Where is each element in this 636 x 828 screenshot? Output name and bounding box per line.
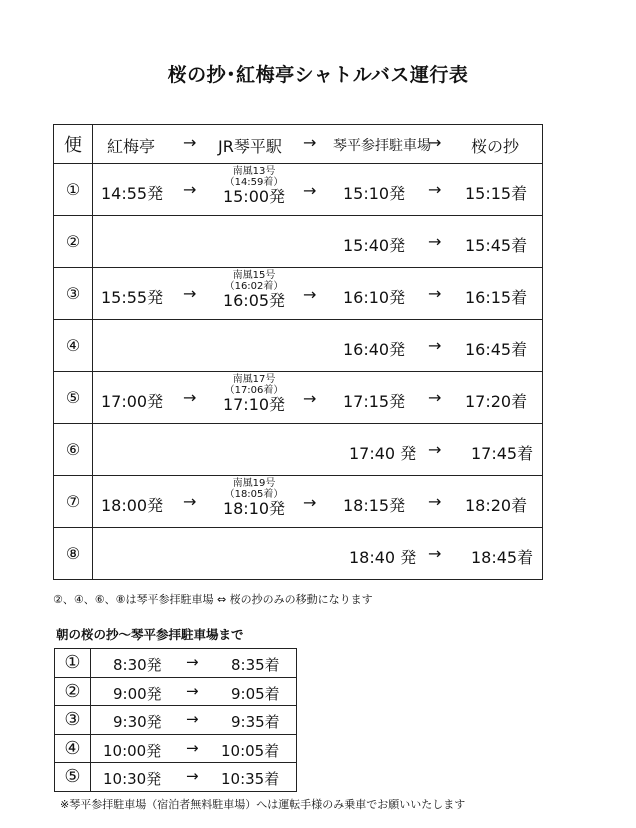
- table-row: [54, 476, 543, 528]
- arrow: →: [303, 181, 317, 200]
- bin-number: ②: [55, 677, 91, 706]
- shuttle-timetable: [53, 124, 543, 580]
- morning-section-title: 朝の桜の抄～琴平参拝駐車場まで: [56, 627, 244, 642]
- parking-arr: 9:05着: [231, 684, 280, 703]
- jr-dep: 15:00発: [222, 187, 286, 206]
- table-row: [54, 372, 543, 424]
- timetable-header-row: [54, 125, 543, 164]
- sakura-arr: 15:15着: [465, 184, 528, 203]
- bin-number: ④: [54, 320, 93, 372]
- parking-arr: 10:35着: [221, 770, 280, 789]
- arrow: →: [183, 492, 197, 511]
- train-name: 南風17号: [232, 374, 276, 385]
- header-bin: 便: [54, 125, 93, 164]
- row-times: [93, 528, 543, 580]
- arrow: →: [428, 232, 442, 251]
- header-arrow-1: →: [183, 133, 197, 152]
- train-name: 南風15号: [232, 270, 276, 281]
- table-row: [54, 320, 543, 372]
- row-times: [93, 268, 543, 320]
- train-arrival: （17:06着）: [224, 385, 284, 396]
- parking-dep: 15:10発: [343, 184, 406, 203]
- parking-only-note: ②、④、⑥、⑧は琴平参拝駐車場 ⇔ 桜の抄のみの移動になります: [53, 593, 373, 606]
- bin-number: ①: [54, 164, 93, 216]
- train-arrival: （14:59着）: [224, 177, 284, 188]
- table-row: [55, 677, 297, 706]
- table-row: [55, 706, 297, 735]
- parking-dep: 17:40 発: [349, 444, 417, 463]
- parking-dep: 17:15発: [343, 392, 406, 411]
- sakura-arr: 18:20着: [465, 496, 528, 515]
- jr-connection: [217, 478, 291, 518]
- arrow: →: [428, 440, 442, 459]
- parking-dep: 16:10発: [343, 288, 406, 307]
- bin-number: ②: [54, 216, 93, 268]
- arrow: →: [428, 492, 442, 511]
- row-times: [93, 320, 543, 372]
- header-arrow-3: →: [428, 133, 442, 152]
- sakura-dep: 10:30発: [103, 770, 162, 789]
- header-sakura: 桜の抄: [471, 137, 520, 156]
- sakura-arr: 15:45着: [465, 236, 528, 255]
- train-name: 南風19号: [232, 478, 276, 489]
- sakura-arr: 16:45着: [465, 340, 528, 359]
- sakura-arr: 16:15着: [465, 288, 528, 307]
- arrow: →: [303, 285, 317, 304]
- bin-number: ③: [54, 268, 93, 320]
- header-arrow-2: →: [303, 133, 317, 152]
- row-times: [93, 476, 543, 528]
- bin-number: ⑦: [54, 476, 93, 528]
- table-row: [55, 649, 297, 678]
- row-times: [91, 734, 297, 763]
- jr-dep: 18:10発: [222, 499, 286, 518]
- table-row: [55, 734, 297, 763]
- table-row: [55, 763, 297, 792]
- arrow: →: [186, 710, 199, 729]
- parking-arr: 10:05着: [221, 741, 280, 760]
- bin-number: ⑥: [54, 424, 93, 476]
- header-parking: 琴平参拝駐車場: [333, 138, 431, 154]
- sakura-arr: 17:45着: [471, 444, 534, 463]
- row-times: [91, 763, 297, 792]
- parking-dep: 16:40発: [343, 340, 406, 359]
- train-arrival: （18:05着）: [224, 489, 284, 500]
- arrow: →: [186, 767, 199, 786]
- koubaitei-dep: 18:00発: [101, 496, 164, 515]
- bin-number: ⑤: [54, 372, 93, 424]
- sakura-arr: 17:20着: [465, 392, 528, 411]
- sakura-dep: 9:00発: [113, 684, 162, 703]
- bin-number: ①: [55, 649, 91, 678]
- arrow: →: [428, 180, 442, 199]
- bin-number: ④: [55, 734, 91, 763]
- table-row: [54, 164, 543, 216]
- arrow: →: [303, 493, 317, 512]
- arrow: →: [428, 544, 442, 563]
- arrow: →: [183, 388, 197, 407]
- jr-dep: 16:05発: [222, 291, 286, 310]
- arrow: →: [428, 284, 442, 303]
- table-row: [54, 424, 543, 476]
- sakura-dep: 10:00発: [103, 741, 162, 760]
- parking-dep: 15:40発: [343, 236, 406, 255]
- arrow: →: [186, 681, 199, 700]
- arrow: →: [183, 284, 197, 303]
- row-times: [91, 706, 297, 735]
- arrow: →: [186, 738, 199, 757]
- header-route: [93, 125, 543, 164]
- row-times: [91, 677, 297, 706]
- bin-number: ⑧: [54, 528, 93, 580]
- header-jr-station: JR琴平駅: [218, 137, 282, 156]
- jr-dep: 17:10発: [222, 395, 286, 414]
- train-name: 南風13号: [232, 166, 276, 177]
- row-times: [93, 424, 543, 476]
- table-row: [54, 268, 543, 320]
- jr-connection: [217, 166, 291, 206]
- arrow: →: [183, 180, 197, 199]
- arrow: →: [428, 388, 442, 407]
- row-times: [93, 372, 543, 424]
- header-koubaitei: 紅梅亭: [107, 137, 156, 156]
- train-arrival: （16:02着）: [224, 281, 284, 292]
- row-times: [91, 649, 297, 678]
- koubaitei-dep: 14:55発: [101, 184, 164, 203]
- parking-arr: 9:35着: [231, 713, 280, 732]
- row-times: [93, 216, 543, 268]
- koubaitei-dep: 17:00発: [101, 392, 164, 411]
- morning-timetable: [54, 648, 297, 792]
- parking-arr: 8:35着: [231, 656, 280, 675]
- driver-only-note: ※琴平参拝駐車場（宿泊者無料駐車場）へは運転手様のみ乗車でお願いいたします: [60, 798, 466, 811]
- table-row: [54, 216, 543, 268]
- sakura-dep: 8:30発: [113, 656, 162, 675]
- arrow: →: [303, 389, 317, 408]
- parking-dep: 18:40 発: [349, 548, 417, 567]
- parking-dep: 18:15発: [343, 496, 406, 515]
- sakura-dep: 9:30発: [113, 713, 162, 732]
- jr-connection: [217, 374, 291, 414]
- sakura-arr: 18:45着: [471, 548, 534, 567]
- jr-connection: [217, 270, 291, 310]
- page-title: 桜の抄･紅梅亭シャトルバス運行表: [167, 64, 469, 86]
- bin-number: ⑤: [55, 763, 91, 792]
- koubaitei-dep: 15:55発: [101, 288, 164, 307]
- row-times: [93, 164, 543, 216]
- arrow: →: [186, 653, 199, 672]
- bin-number: ③: [55, 706, 91, 735]
- arrow: →: [428, 336, 442, 355]
- table-row: [54, 528, 543, 580]
